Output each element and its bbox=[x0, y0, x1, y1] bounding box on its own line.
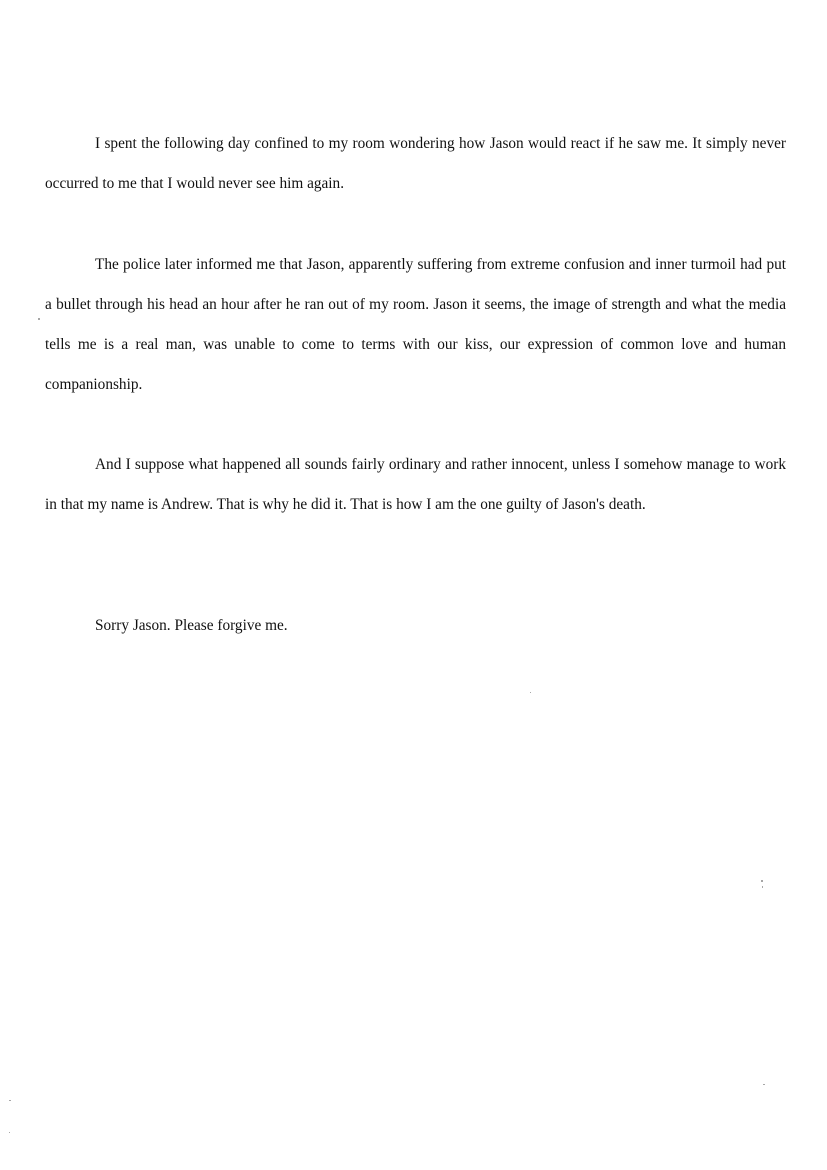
scan-speck bbox=[761, 880, 763, 882]
scan-speck bbox=[763, 1084, 765, 1085]
scan-speck bbox=[530, 692, 531, 693]
scan-speck bbox=[762, 886, 763, 888]
scan-speck bbox=[38, 318, 40, 320]
scan-speck bbox=[9, 1100, 11, 1101]
paragraph-1: I spent the following day confined to my room wondering how Jason would react if he saw me. It simply never occurred to me that I would never see him again. bbox=[45, 135, 786, 192]
paragraph-2: The police later informed me that Jason, apparently suffering from extreme confusion and inner turmoil had put a bullet through his head an hour after he ran out of my room. Jason it seems, the image of strength and what the media tells me is a real man, was unable to come to terms with our kiss, our expression of common love and human companionship. bbox=[45, 256, 786, 393]
paragraph-4: Sorry Jason. Please forgive me. bbox=[95, 617, 288, 634]
scan-speck bbox=[9, 1132, 10, 1133]
paragraph-3: And I suppose what happened all sounds fairly ordinary and rather innocent, unless I somehow manage to work in that my name is Andrew. That is why he did it. That is how I am the one guilty of Jason's death. bbox=[45, 456, 786, 513]
